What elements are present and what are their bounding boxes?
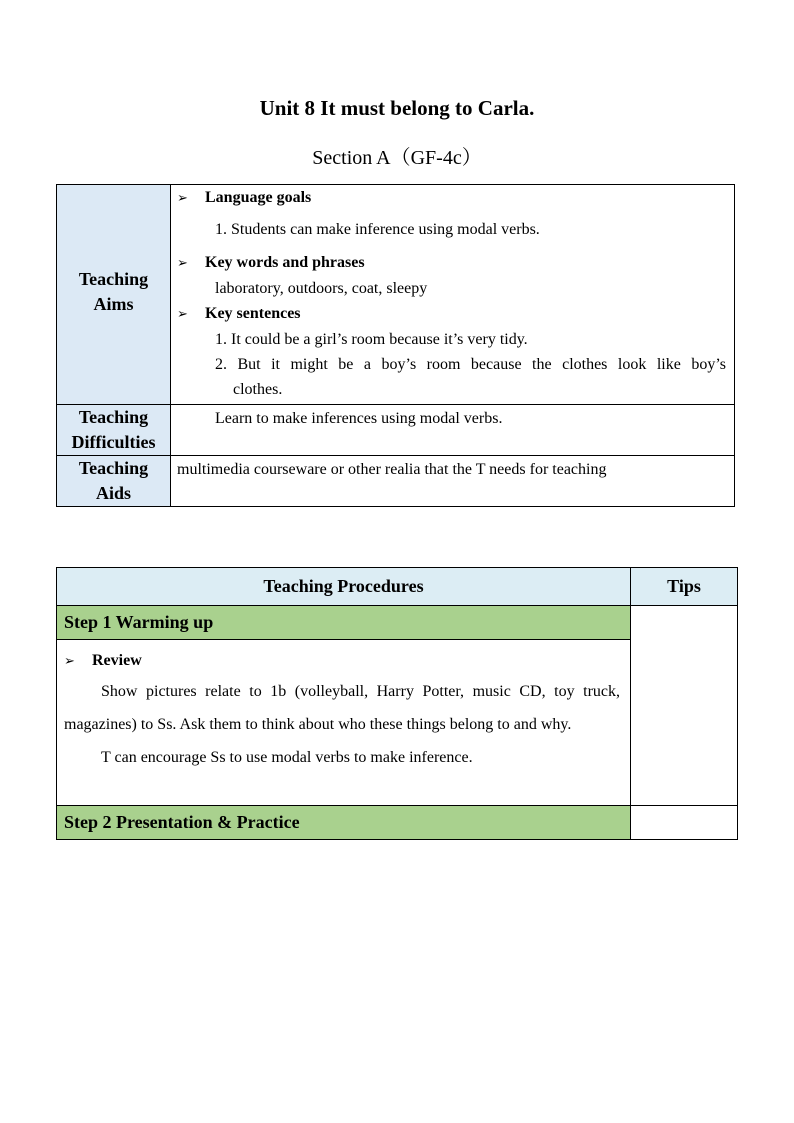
difficulties-content-cell xyxy=(171,405,735,456)
arrow-bullet-icon: ➢ xyxy=(64,654,75,669)
aids-label-cell xyxy=(57,456,171,507)
review-heading: ➢ Review xyxy=(64,648,620,675)
page-subtitle: Section A（GF-4c） xyxy=(312,147,482,169)
key-sentences-heading: ➢ Key sentences xyxy=(177,301,726,327)
aids-label-line-2: Aids xyxy=(95,483,131,503)
page-title: Unit 8 It must belong to Carla. xyxy=(259,96,535,120)
review-paragraph: T can encourage Ss to use modal verbs to make inference. xyxy=(101,749,473,766)
difficulties-label-line-1: Teaching xyxy=(78,407,149,427)
key-sentence-item-continued: clothes. xyxy=(233,381,283,398)
procedures-header: Teaching Procedures xyxy=(57,568,631,606)
arrow-bullet-icon: ➢ xyxy=(177,191,188,206)
difficulties-label-cell xyxy=(57,405,171,456)
aids-label-line-1: Teaching xyxy=(78,458,149,478)
language-goals-heading: ➢ Language goals xyxy=(177,185,726,211)
key-sentence-item: 2. But it might be a boy’s room because the clothes look like boy’s xyxy=(215,356,726,373)
review-paragraph: Show pictures relate to 1b (volleyball, Harry Potter, music CD, toy truck, magazines) to Ss. Ask them to think about who these things belong to and why. xyxy=(64,683,620,733)
aids-text: multimedia courseware or other realia that the T needs for teaching xyxy=(177,461,607,478)
tips-cell-step-1 xyxy=(631,606,738,806)
aims-label-cell xyxy=(57,185,171,405)
key-sentence-item: 1. It could be a girl’s room because it’s very tidy. xyxy=(215,331,528,348)
aids-content-cell xyxy=(171,456,735,507)
step-1-heading: Step 1 Warming up xyxy=(57,606,631,640)
aims-label-line-1: Teaching xyxy=(78,268,149,289)
tips-cell-step-2 xyxy=(631,806,738,840)
difficulties-label-line-2: Difficulties xyxy=(71,432,156,452)
arrow-bullet-icon: ➢ xyxy=(177,256,188,271)
teaching-procedures-table xyxy=(56,567,738,840)
arrow-bullet-icon: ➢ xyxy=(177,307,188,322)
tips-header: Tips xyxy=(631,568,738,606)
key-words-list: laboratory, outdoors, coat, sleepy xyxy=(215,280,428,297)
language-goal-item: 1. Students can make inference using modal verbs. xyxy=(215,221,540,238)
aims-content-cell xyxy=(171,185,735,405)
step-2-heading: Step 2 Presentation & Practice xyxy=(57,806,631,840)
difficulties-text: Learn to make inferences using modal verbs. xyxy=(215,410,503,427)
teaching-aims-table xyxy=(56,184,735,507)
aims-label-line-2: Aims xyxy=(93,293,134,314)
key-words-heading: ➢ Key words and phrases xyxy=(177,250,726,276)
review-cell xyxy=(57,640,631,806)
